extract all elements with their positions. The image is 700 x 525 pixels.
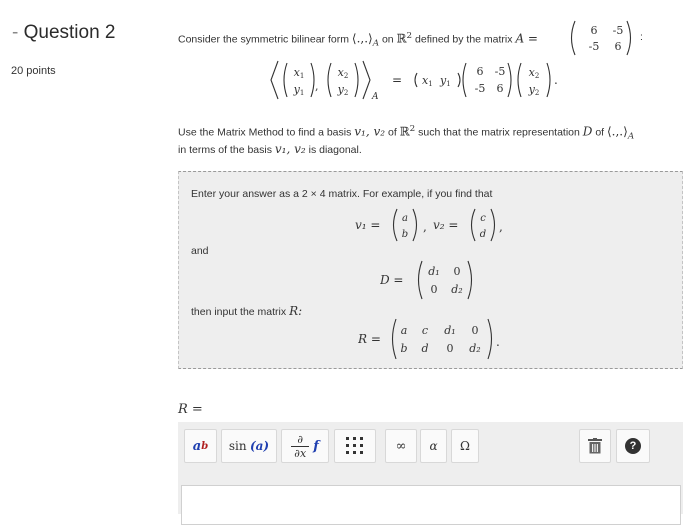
svg-text:x1 bbox=[294, 66, 305, 80]
answer-label: R = bbox=[178, 402, 203, 417]
instruction-then bbox=[191, 304, 302, 318]
example-d-matrix bbox=[380, 258, 480, 302]
omega-icon: Ω bbox=[460, 439, 470, 453]
help-icon bbox=[625, 438, 641, 454]
svg-text:y1 bbox=[293, 83, 305, 97]
question-title-text: Question 2 bbox=[23, 22, 116, 43]
form-symbol: ⟨.,.⟩ bbox=[351, 31, 373, 46]
eq-sub-a: A bbox=[372, 92, 379, 102]
superscript-base: a bbox=[192, 438, 202, 454]
svg-text:y2 bbox=[337, 83, 349, 97]
then-text: then input the matrix bbox=[191, 306, 287, 318]
infinity-button[interactable] bbox=[385, 429, 417, 463]
instruction-and: and bbox=[191, 245, 209, 257]
prompt-line2-b: of bbox=[388, 126, 397, 139]
superscript-button[interactable] bbox=[184, 429, 217, 463]
derivative-button[interactable] bbox=[281, 429, 329, 463]
matrix-a bbox=[566, 18, 636, 58]
matrix-button[interactable] bbox=[334, 429, 376, 463]
infinity-icon: ∞ bbox=[395, 438, 407, 454]
eq-x2-sub: 2 bbox=[343, 72, 349, 80]
svg-text:.: . bbox=[554, 73, 558, 87]
sin-label: sin bbox=[228, 439, 247, 453]
matrix-a-21: -5 bbox=[588, 40, 600, 53]
eq-a22: 6 bbox=[496, 82, 504, 95]
svg-text:x1: x1 bbox=[422, 74, 433, 88]
svg-text:x2 bbox=[338, 66, 349, 80]
derivative-f: f bbox=[313, 438, 319, 454]
eq-y2: y bbox=[337, 83, 344, 96]
r-12: c bbox=[421, 324, 429, 337]
sin-button[interactable] bbox=[221, 429, 277, 463]
eq-y1: y bbox=[293, 83, 300, 96]
prompt-line-1 bbox=[178, 31, 538, 49]
d-label: D = bbox=[380, 273, 404, 287]
d-22: d₂ bbox=[451, 283, 463, 296]
prompt-line-3 bbox=[178, 142, 362, 156]
eq-y2-sub: 2 bbox=[343, 89, 349, 97]
prompt-line3-a: in terms of the basis bbox=[178, 144, 272, 156]
eq-y1-sub: 1 bbox=[299, 89, 305, 97]
v2-c: c bbox=[480, 213, 486, 224]
question-dash: - bbox=[12, 22, 19, 43]
prompt-line2-a: Use the Matrix Method to find a basis bbox=[178, 126, 352, 139]
d-11: d₁ bbox=[428, 265, 440, 278]
prompt-text-a: Consider the symmetric bilinear form bbox=[178, 33, 349, 46]
v2-d: d bbox=[479, 229, 487, 240]
alpha-icon: α bbox=[429, 439, 438, 453]
d-12: 0 bbox=[453, 265, 461, 278]
v-comma: , bbox=[423, 220, 427, 234]
matrix-a-colon: : bbox=[640, 31, 643, 43]
alpha-button[interactable] bbox=[420, 429, 447, 463]
r-22: d bbox=[421, 342, 429, 355]
basis-symbol-2: v₁, v₂ bbox=[274, 142, 306, 156]
r-14: 0 bbox=[471, 324, 479, 337]
derivative-fraction bbox=[291, 434, 309, 459]
v1-label: v₁ = bbox=[355, 218, 381, 232]
r-24: d₂ bbox=[469, 342, 481, 355]
example-r-matrix bbox=[358, 316, 508, 362]
v2-label: v₂ = bbox=[433, 218, 459, 232]
eq-x2: x bbox=[337, 66, 344, 79]
superscript-exp: b bbox=[201, 440, 209, 452]
omega-button[interactable] bbox=[451, 429, 479, 463]
r-21: b bbox=[400, 342, 408, 355]
space-symbol: ℝ bbox=[396, 31, 407, 46]
eq-x1: x bbox=[293, 66, 300, 79]
matrix-a-11: 6 bbox=[590, 24, 598, 37]
prompt-line-2 bbox=[178, 124, 634, 142]
prompt-line2-d: of bbox=[595, 126, 605, 139]
question-title bbox=[12, 22, 116, 44]
v1-a: a bbox=[402, 213, 408, 224]
svg-text:,: , bbox=[315, 80, 319, 93]
r-label: R = bbox=[358, 332, 381, 346]
matrix-a-12: -5 bbox=[612, 24, 624, 37]
svg-text:x2: x2 bbox=[528, 66, 540, 80]
eq-equals: = bbox=[392, 73, 403, 87]
question-points: 20 points bbox=[11, 65, 56, 77]
bilinear-equation bbox=[268, 57, 598, 103]
v-comma-2: , bbox=[499, 220, 503, 234]
eq-a11: 6 bbox=[476, 65, 484, 78]
prompt-text-b: on bbox=[381, 33, 394, 46]
space-exp-2: 2 bbox=[409, 124, 416, 134]
v1-b: b bbox=[401, 229, 409, 240]
trash-icon bbox=[588, 438, 602, 454]
help-glyph: ? bbox=[629, 440, 637, 452]
form-symbol-2: ⟨.,.⟩ bbox=[607, 124, 628, 139]
then-var: R: bbox=[289, 304, 303, 318]
derivative-bottom: ∂x bbox=[294, 446, 307, 460]
r-23: 0 bbox=[446, 342, 454, 355]
basis-symbol: v₁, v₂ bbox=[354, 124, 386, 139]
form-sub-2: A bbox=[627, 131, 635, 142]
svg-text:y2: y2 bbox=[528, 83, 540, 97]
help-button[interactable] bbox=[616, 429, 650, 463]
matrix-a-22: 6 bbox=[614, 40, 622, 53]
r-13: d₁ bbox=[444, 324, 456, 337]
derivative-top: ∂ bbox=[297, 432, 304, 446]
prompt-line2-c: such that the matrix representation bbox=[418, 126, 580, 139]
eq-a12: -5 bbox=[494, 65, 506, 78]
r-11: a bbox=[400, 324, 408, 337]
eq-a21: -5 bbox=[474, 82, 486, 95]
matrix-grid-icon bbox=[345, 436, 365, 456]
example-vectors bbox=[355, 205, 505, 245]
answer-input[interactable] bbox=[181, 485, 681, 525]
r-period: . bbox=[496, 335, 500, 349]
space-exp: 2 bbox=[406, 31, 413, 41]
sin-arg: (a) bbox=[249, 439, 270, 453]
matrix-a-name: A = bbox=[515, 31, 538, 46]
instruction-line-1: Enter your answer as a 2 × 4 matrix. For example, if you find that bbox=[191, 188, 493, 200]
eq-x1-sub: 1 bbox=[299, 72, 305, 80]
d-21: 0 bbox=[430, 283, 438, 296]
rep-symbol: D bbox=[582, 124, 593, 139]
svg-text:y1: y1 bbox=[440, 74, 451, 88]
form-sub: A bbox=[372, 38, 380, 49]
prompt-line3-end: is diagonal. bbox=[308, 144, 362, 156]
space-symbol-2: ℝ bbox=[399, 124, 410, 139]
prompt-text-c: defined by the matrix bbox=[415, 33, 513, 46]
trash-button[interactable] bbox=[579, 429, 611, 463]
